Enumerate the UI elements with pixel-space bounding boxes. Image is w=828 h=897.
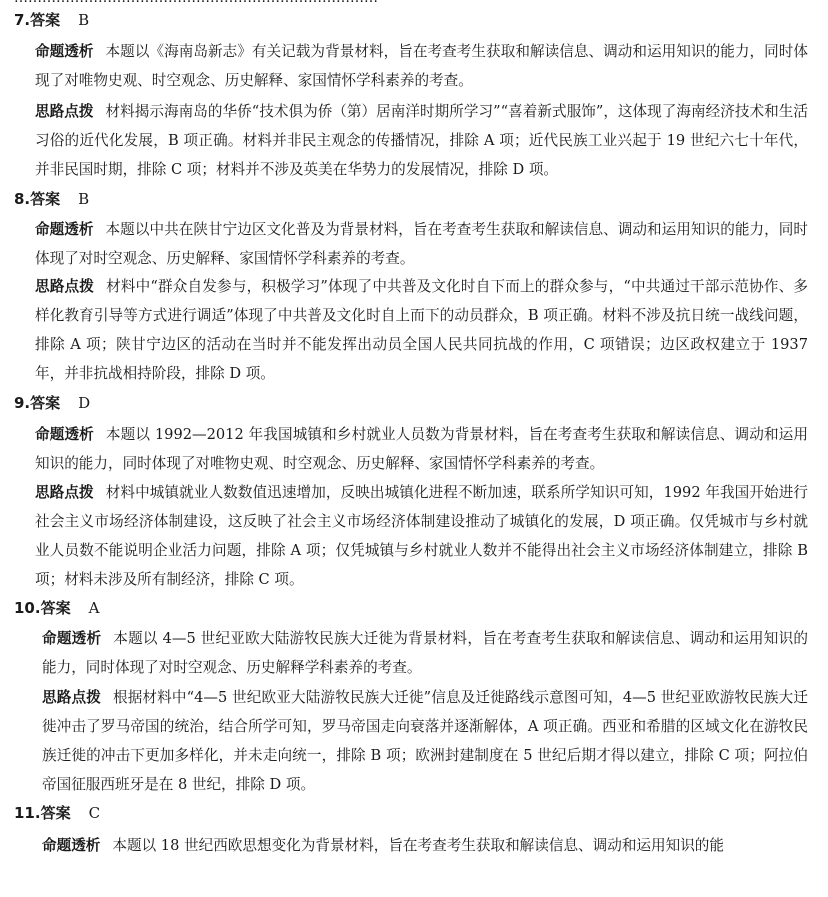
question-7-analysis — [35, 37, 808, 95]
analysis-text: 本题以中共在陕甘宁边区文化普及为背景材料，旨在考查考生获取和解读信息、调动和运用知识的能力，同时体现了对时空观念、历史解释、家国情怀学科素养的考查。 — [35, 221, 808, 267]
question-7-hint — [35, 97, 808, 184]
question-11-analysis — [42, 831, 808, 858]
hint-text: 材料中“群众自发参与，积极学习”体现了中共普及文化时自下而上的群众参与，“中共通过干部示范协作、多样化教育引导等方式进行调适”体现了中共普及文化时自上而下的动员群众，B 项正确。材料不涉及抗日统一战线问题，排除 A 项；陕甘宁边区的活动在当时并不能发挥出动员全国人民共同抗战的作用，C 项错误；边区政权建立于 1937 年，并非抗战相持阶段，排除 D 项。 — [35, 278, 808, 382]
answer-label: 答案 — [30, 11, 61, 29]
answer-choice: C — [88, 804, 101, 822]
question-number: 9. — [14, 394, 31, 412]
question-9-answer-line — [14, 393, 90, 413]
question-9-analysis — [35, 420, 808, 478]
answer-choice: A — [88, 599, 100, 617]
question-number: 7. — [14, 11, 31, 29]
answer-label: 答案 — [30, 394, 61, 412]
hint-text: 材料中城镇就业人数数值迅速增加，反映出城镇化进程不断加速，联系所学知识可知，1992 年我国开始进行社会主义市场经济体制建设，这反映了社会主义市场经济体制建设推动了城镇化的发展，D 项正确。仅凭城市与乡村就业人员数不能说明企业活力问题，排除 A 项；仅凭城镇与乡村就业人数并不能得出社会主义市场经济体制建立，排除 B 项；材料未涉及所有制经济，排除 C 项。 — [35, 484, 808, 588]
question-number: 8. — [14, 190, 31, 208]
hint-text: 材料揭示海南岛的华侨“技术俱为侨（第）居南洋时期所学习”“喜着新式服饰”，这体现了海南经济技术和生活习俗的近代化发展，B 项正确。材料并非民主观念的传播情况，排除 A 项；近代民族工业兴起于 19 世纪六七十年代，并非民国时期，排除 C 项；材料并不涉及英美在华势力的发展情况，排除 D 项。 — [35, 103, 808, 178]
analysis-text: 本题以 1992—2012 年我国城镇和乡村就业人员数为背景材料，旨在考查考生获取和解读信息、调动和运用知识的能力，同时体现了对唯物史观、时空观念、历史解释、家国情怀学科素养的考查。 — [35, 426, 808, 472]
analysis-label: 命题透析 — [35, 426, 94, 443]
question-8-answer-line — [14, 189, 89, 209]
hint-label: 思路点拨 — [35, 103, 94, 120]
answer-label: 答案 — [40, 599, 71, 617]
question-8-analysis — [35, 215, 808, 273]
question-8-hint — [35, 272, 808, 388]
question-number: 11. — [14, 804, 41, 822]
analysis-text: 本题以《海南岛新志》有关记载为背景材料，旨在考查考生获取和解读信息、调动和运用知识的能力，同时体现了对唯物史观、时空观念、历史解释、家国情怀学科素养的考查。 — [35, 43, 808, 89]
question-10-analysis — [42, 624, 808, 682]
analysis-text: 本题以 4—5 世纪亚欧大陆游牧民族大迁徙为背景材料，旨在考查考生获取和解读信息、调动和运用知识的能力，同时体现了对时空观念、历史解释学科素养的考查。 — [42, 630, 808, 676]
analysis-label: 命题透析 — [42, 630, 102, 647]
question-7-answer-line — [14, 10, 89, 30]
hint-label: 思路点拨 — [35, 278, 95, 295]
cut-off-text-top — [14, 0, 634, 5]
analysis-text: 本题以 18 世纪西欧思想变化为背景材料，旨在考查考生获取和解读信息、调动和运用知识的能 — [112, 837, 724, 854]
hint-label: 思路点拨 — [42, 689, 101, 706]
question-10-hint — [42, 683, 808, 799]
analysis-label: 命题透析 — [35, 43, 94, 60]
analysis-label: 命题透析 — [35, 221, 94, 238]
answer-choice: B — [78, 190, 90, 208]
analysis-label: 命题透析 — [42, 837, 101, 854]
hint-text: 根据材料中“4—5 世纪欧亚大陆游牧民族大迁徙”信息及迁徙路线示意图可知，4—5 世纪亚欧游牧民族大迁徙冲击了罗马帝国的统治，结合所学可知，罗马帝国走向衰落并逐渐解体，A 项正确。西亚和希腊的区域文化在游牧民族迁徙的冲击下更加多样化，并未走向统一，排除 B 项；欧洲封建制度在 5 世纪后期才得以建立，排除 C 项；阿拉伯帝国征服西班牙是在 8 世纪，排除 D 项。 — [42, 689, 808, 793]
question-11-answer-line — [14, 803, 100, 823]
answer-label: 答案 — [40, 804, 71, 822]
question-10-answer-line — [14, 598, 99, 618]
question-9-hint — [35, 478, 808, 594]
hint-label: 思路点拨 — [35, 484, 94, 501]
answer-choice: B — [78, 11, 90, 29]
question-number: 10. — [14, 599, 41, 617]
answer-label: 答案 — [30, 190, 61, 208]
answer-choice: D — [78, 394, 91, 412]
